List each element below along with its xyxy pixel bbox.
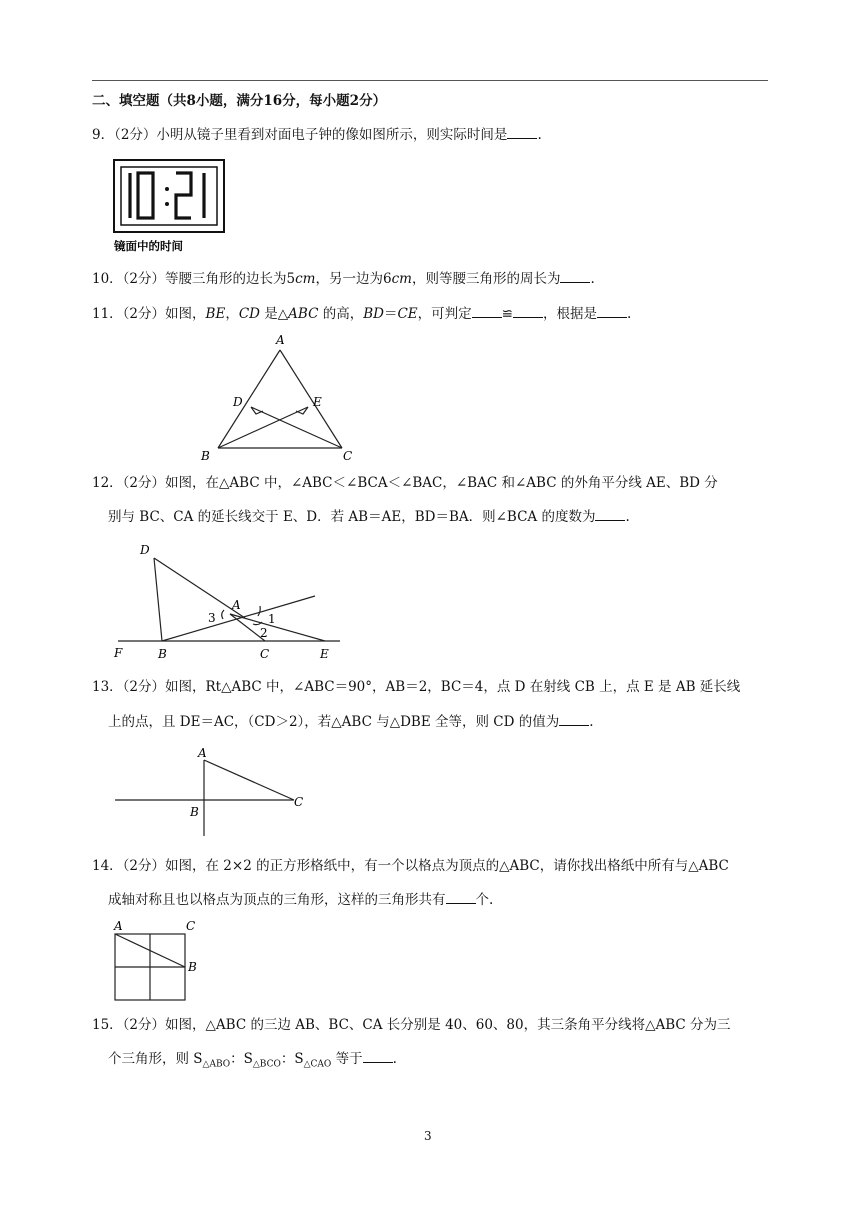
- answer-blank[interactable]: [560, 270, 590, 283]
- question-13-line1: 13．（2分）如图，Rt△ABC 中，∠ABC＝90°，AB＝2，BC＝4，点 D 在射线 CB 上，点 E 是 AB 延长线: [92, 679, 741, 695]
- q11-text: ，根据是: [542, 306, 597, 322]
- q11-text: 是△: [259, 306, 289, 322]
- label-B: B: [190, 805, 199, 819]
- q11-var: CD: [238, 306, 260, 322]
- label-A: A: [232, 598, 241, 612]
- q15-sub: △BCO: [252, 1059, 281, 1070]
- question-14-line2: [108, 891, 493, 909]
- q13-figure: [110, 740, 320, 840]
- angle-3: 3: [208, 611, 216, 625]
- label-B: B: [188, 960, 197, 974]
- q13-tail: .: [589, 714, 594, 730]
- question-11: [92, 305, 631, 323]
- q15-sub: △ABO: [202, 1059, 231, 1070]
- label-B: B: [201, 449, 210, 463]
- question-13-line2: [108, 713, 594, 731]
- q11-text: ＝: [383, 306, 398, 322]
- label-C: C: [343, 449, 353, 463]
- q15-text: ：S: [280, 1051, 304, 1067]
- clock-caption: 镜面中的时间: [114, 239, 183, 253]
- label-F: F: [114, 646, 123, 660]
- q15-text: 等于: [331, 1051, 363, 1067]
- label-D: D: [140, 543, 150, 557]
- label-A: A: [276, 333, 285, 347]
- section-title: 二、填空题（共8小题，满分16分，每小题2分）: [92, 93, 387, 109]
- question-10: [92, 270, 595, 288]
- q12-figure: [110, 536, 350, 664]
- q11-triangle-figure: [195, 330, 365, 465]
- answer-blank[interactable]: [595, 508, 625, 521]
- label-E: E: [320, 647, 329, 661]
- q15-text: ：S: [230, 1051, 253, 1067]
- question-12-line1: 12．（2分）如图，在△ABC 中，∠ABC＜∠BCA＜∠BAC，∠BAC 和∠ABC 的外角平分线 AE、BD 分: [92, 475, 718, 491]
- answer-blank[interactable]: [507, 126, 537, 139]
- q10-tail: .: [590, 271, 595, 287]
- unit-cm: cm: [295, 271, 316, 287]
- answer-blank[interactable]: [597, 305, 627, 318]
- label-B: B: [158, 647, 167, 661]
- q14-tail: 个.: [475, 892, 494, 908]
- q11-var: CE: [397, 306, 418, 322]
- q13-text: 上的点，且 DE＝AC，（CD＞2），若△ABC 与△DBE 全等，则 CD 的值为: [108, 714, 560, 730]
- congruent-symbol: ≌: [501, 306, 513, 322]
- answer-blank[interactable]: [472, 305, 502, 318]
- page-number: 3: [424, 1129, 432, 1143]
- q14-grid-figure: [108, 916, 218, 1006]
- question-15-line2: [108, 1050, 397, 1074]
- q11-text: 的高，: [318, 306, 364, 322]
- question-14-line1: 14．（2分）如图，在 2×2 的正方形格纸中，有一个以格点为顶点的△ABC，请你找出格纸中所有与△ABC: [92, 858, 729, 874]
- mirror-clock-figure: [112, 158, 232, 258]
- q15-tail: .: [392, 1051, 397, 1067]
- q11-text: 11．（2分）如图，: [92, 306, 206, 322]
- answer-blank[interactable]: [513, 305, 543, 318]
- question-12-line2: [108, 508, 630, 526]
- q9-tail: .: [537, 127, 542, 143]
- mirror-digits: [130, 173, 204, 218]
- q10-text: ，则等腰三角形的周长为: [411, 271, 561, 287]
- q10-text: ，另一边为6: [315, 271, 392, 287]
- q12-tail: .: [625, 509, 630, 525]
- label-E: E: [313, 395, 322, 409]
- label-A: A: [198, 746, 207, 760]
- label-C: C: [186, 919, 196, 933]
- q11-tail: .: [626, 306, 632, 322]
- unit-cm: cm: [391, 271, 412, 287]
- q11-var: BE: [205, 306, 226, 322]
- question-15-line1: 15．（2分）如图，△ABC 的三边 AB、BC、CA 长分别是 40、60、80，其三条角平分线将△ABC 分为三: [92, 1017, 731, 1033]
- header-rule: [92, 80, 768, 81]
- label-C: C: [260, 647, 270, 661]
- q11-text: ，可判定: [417, 306, 472, 322]
- angle-1: 1: [268, 612, 276, 626]
- q11-var: BD: [363, 306, 384, 322]
- label-C: C: [294, 795, 304, 809]
- answer-blank[interactable]: [446, 891, 476, 904]
- angle-2: 2: [260, 626, 268, 640]
- q11-var: ABC: [288, 306, 319, 322]
- q12-text: 别与 BC、CA 的延长线交于 E、D．若 AB＝AE，BD＝BA．则∠BCA 的度数为: [108, 509, 596, 525]
- q14-text: 成轴对称且也以格点为顶点的三角形，这样的三角形共有: [108, 892, 446, 908]
- answer-blank[interactable]: [559, 713, 589, 726]
- q15-text: 个三角形，则 S: [108, 1051, 203, 1067]
- label-D: D: [233, 395, 243, 409]
- answer-blank[interactable]: [363, 1050, 393, 1063]
- question-9: [92, 126, 542, 144]
- q9-text: 9．（2分）小明从镜子里看到对面电子钟的像如图所示，则实际时间是: [92, 127, 508, 143]
- label-A: A: [114, 919, 123, 933]
- q11-text: ，: [225, 306, 239, 322]
- q10-text: 10．（2分）等腰三角形的边长为5: [92, 271, 296, 287]
- q15-sub: △CAO: [303, 1059, 332, 1070]
